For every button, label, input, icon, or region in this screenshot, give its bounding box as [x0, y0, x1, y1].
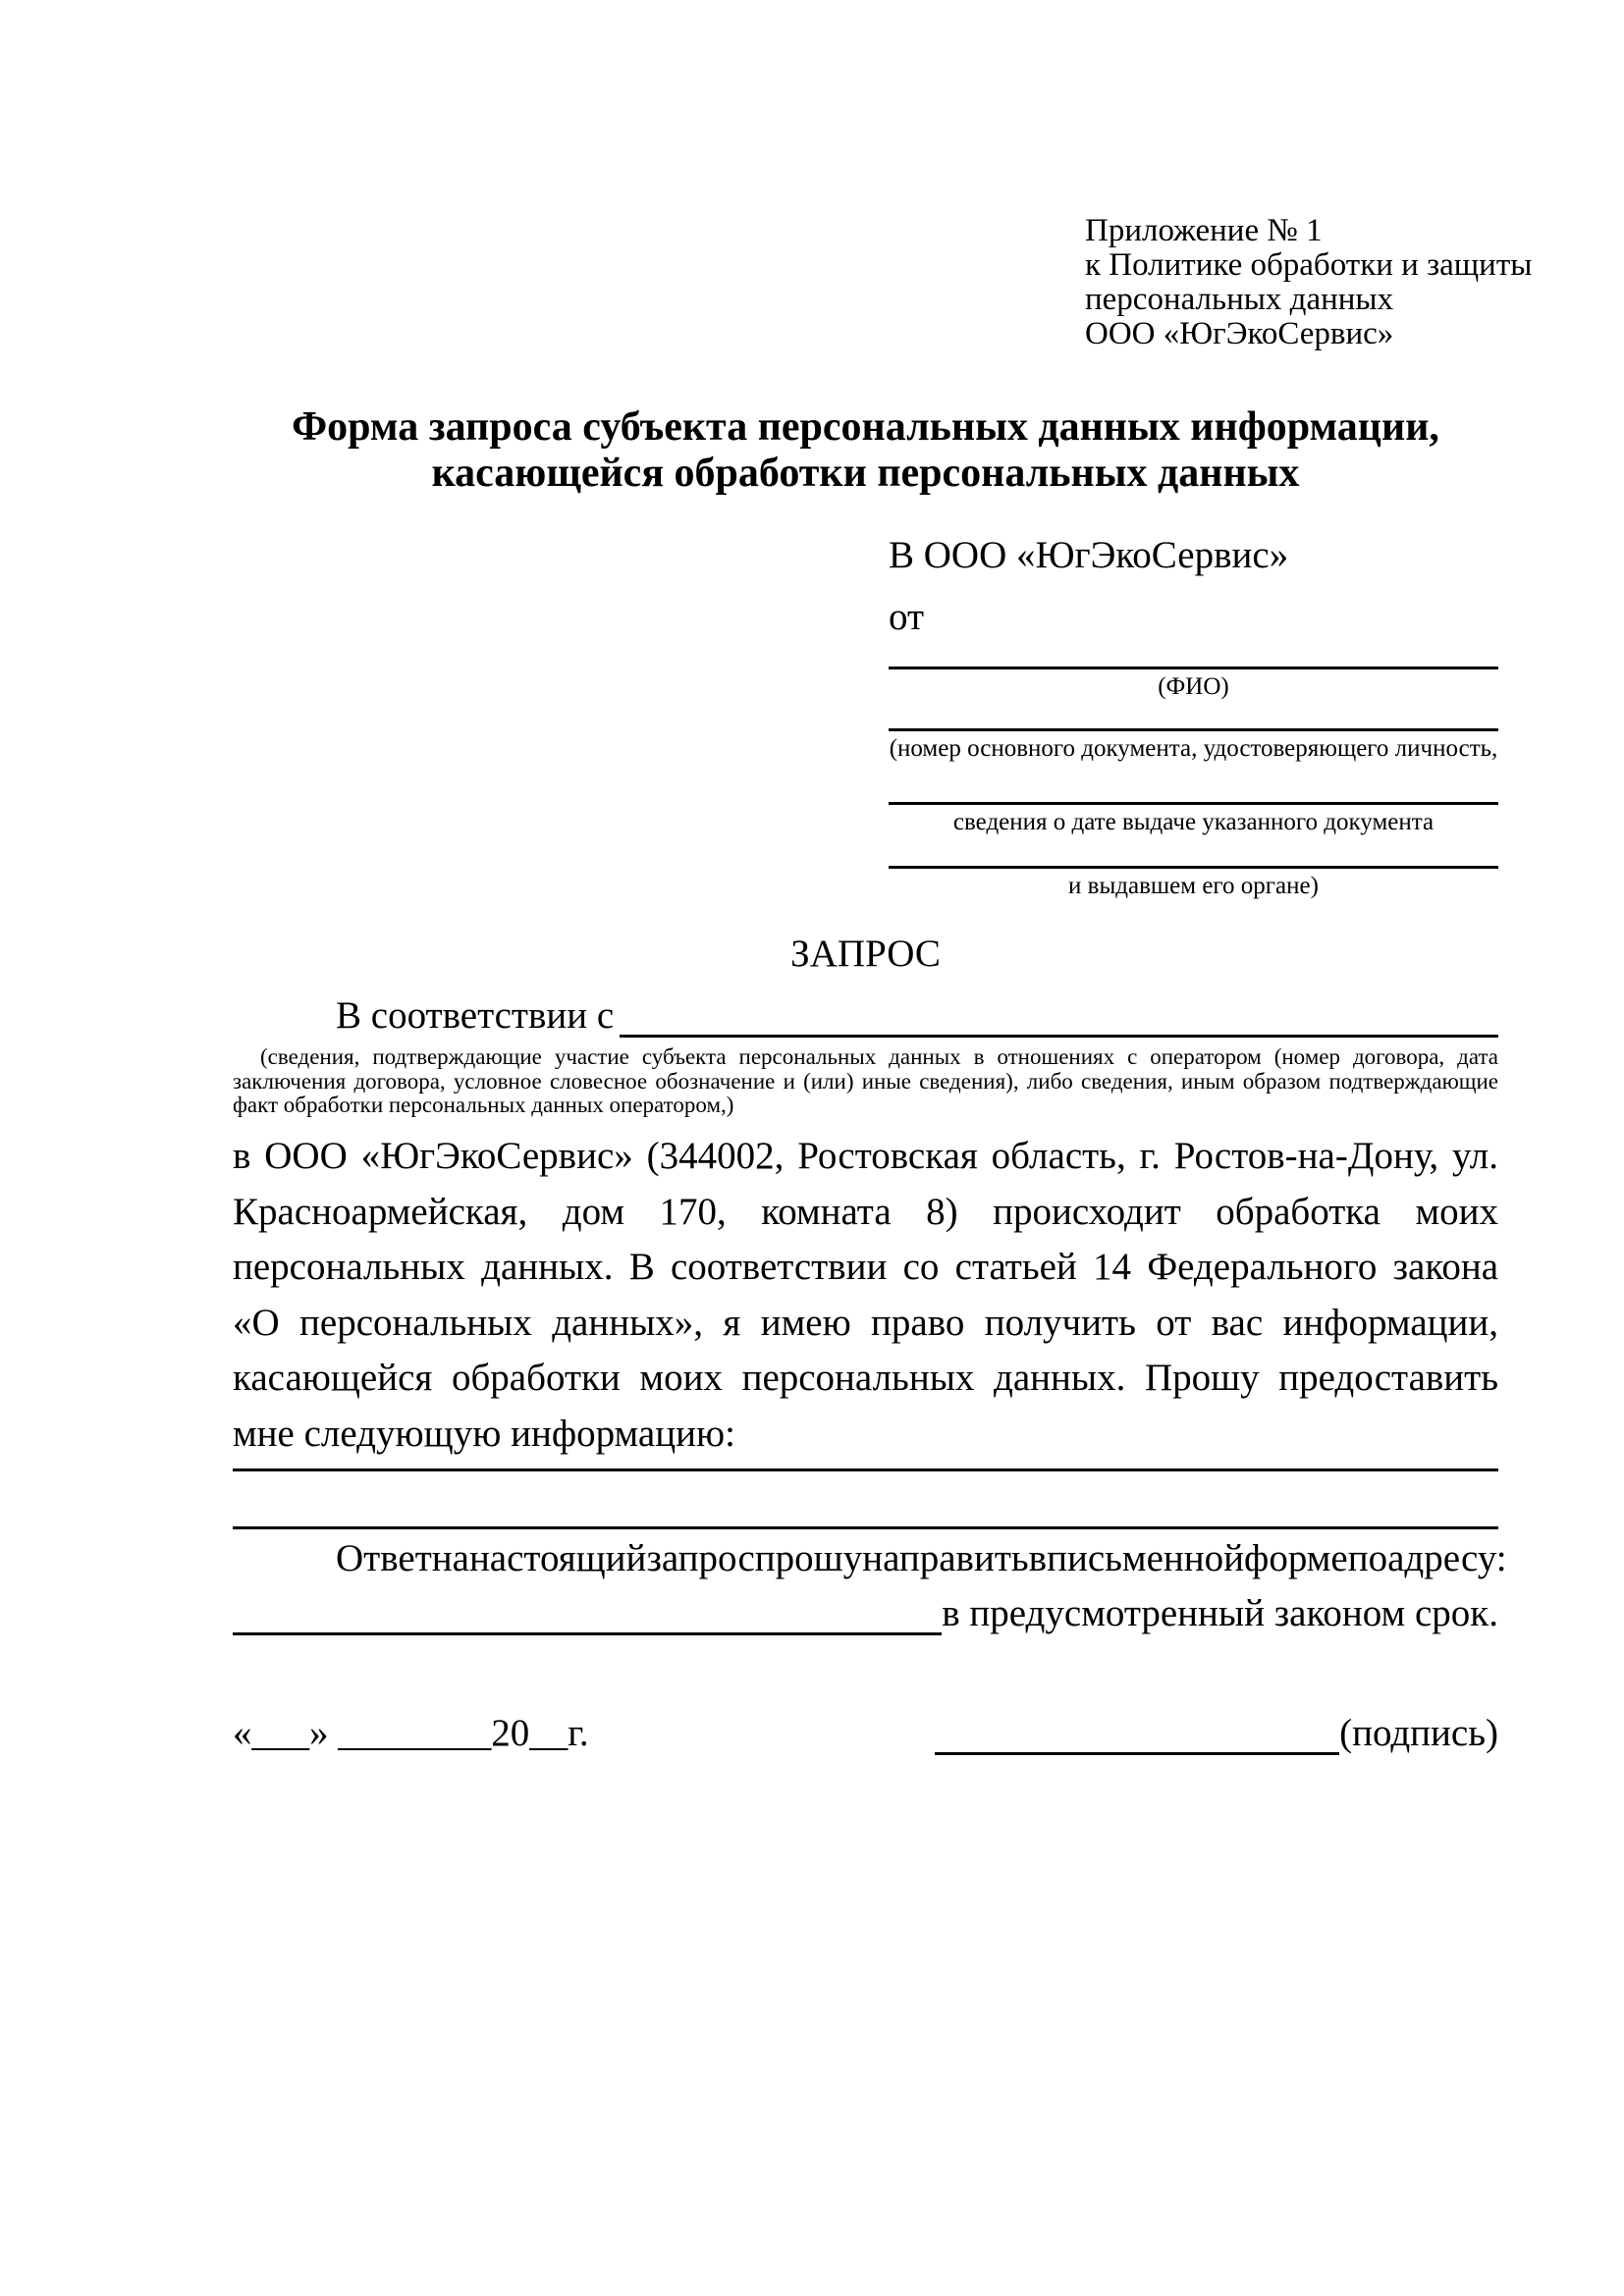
appendix-line: персональных данных	[1085, 282, 1394, 317]
blank-write-in-line-1	[233, 1468, 1498, 1471]
field-issuing-authority	[889, 866, 1498, 899]
field-issue-date	[889, 802, 1498, 835]
request-intro-write-in-line	[620, 994, 1498, 1038]
reply-deadline-row	[233, 1592, 1498, 1635]
issuing-authority-caption: и выдавшем его органе)	[1068, 873, 1319, 899]
explanation-note: (сведения, подтверждающие участие субъекта персональных данных в отношениях с оператором (номер договора, дата заключения договора, условное словесное обозначение и (или) иные сведения), либо сведения, иным образом подтверждающие факт обработки персональных данных оператором,)	[233, 1044, 1498, 1117]
signature-caption: (подпись)	[1339, 1712, 1498, 1754]
fio-caption: (ФИО)	[1158, 673, 1229, 700]
field-fio	[889, 667, 1498, 700]
date-field: «___» ________20__г.	[233, 1712, 589, 1754]
date-signature-row	[233, 1712, 1498, 1755]
appendix-line: к Политике обработки и защиты	[1085, 247, 1533, 283]
request-body-paragraph: в ООО «ЮгЭкоСервис» (344002, Ростовская область, г. Ростов-на-Дону, ул. Красноармейская, дом 170, комната 8) происходит обработка моих персональных данных. В соответствии со статьей 14 Федерального закона «О персональных данных», я имею право получить от вас информации, касающейся обработки моих персональных данных. Прошу предоставить мне следующую информацию:	[233, 1135, 1498, 1455]
title-line-1: Форма запроса субъекта персональных данных информации,	[292, 404, 1439, 450]
doc-number-caption: (номер основного документа, удостоверяющего личность,	[889, 735, 1498, 762]
title-line-2: касающейся обработки персональных данных	[431, 451, 1300, 496]
document-title	[233, 404, 1498, 497]
request-heading: ЗАПРОС	[790, 933, 941, 975]
request-intro-text: В соответствии с	[336, 994, 615, 1037]
request-intro-row	[233, 994, 1498, 1038]
addressee-to-line: В ООО «ЮгЭкоСервис»	[889, 534, 1289, 576]
reply-deadline-text: в предусмотренный законом срок.	[942, 1592, 1498, 1634]
field-doc-number	[889, 728, 1498, 762]
reply-address-line: Ответ на настоящий запрос прошу направить в письменной форме по адресу:	[336, 1537, 1507, 1579]
appendix-line: ООО «ЮгЭкоСервис»	[1085, 316, 1394, 351]
signature-group	[935, 1712, 1498, 1755]
appendix-block	[1085, 214, 1532, 351]
blank-write-in-line-2	[233, 1526, 1498, 1529]
issue-date-caption: сведения о дате выдаче указанного документа	[952, 809, 1435, 835]
appendix-line: Приложение № 1	[1085, 213, 1323, 248]
addressee-from-label: от	[889, 596, 925, 638]
reply-address-write-in-line	[233, 1592, 942, 1635]
signature-write-in-line	[935, 1713, 1339, 1755]
